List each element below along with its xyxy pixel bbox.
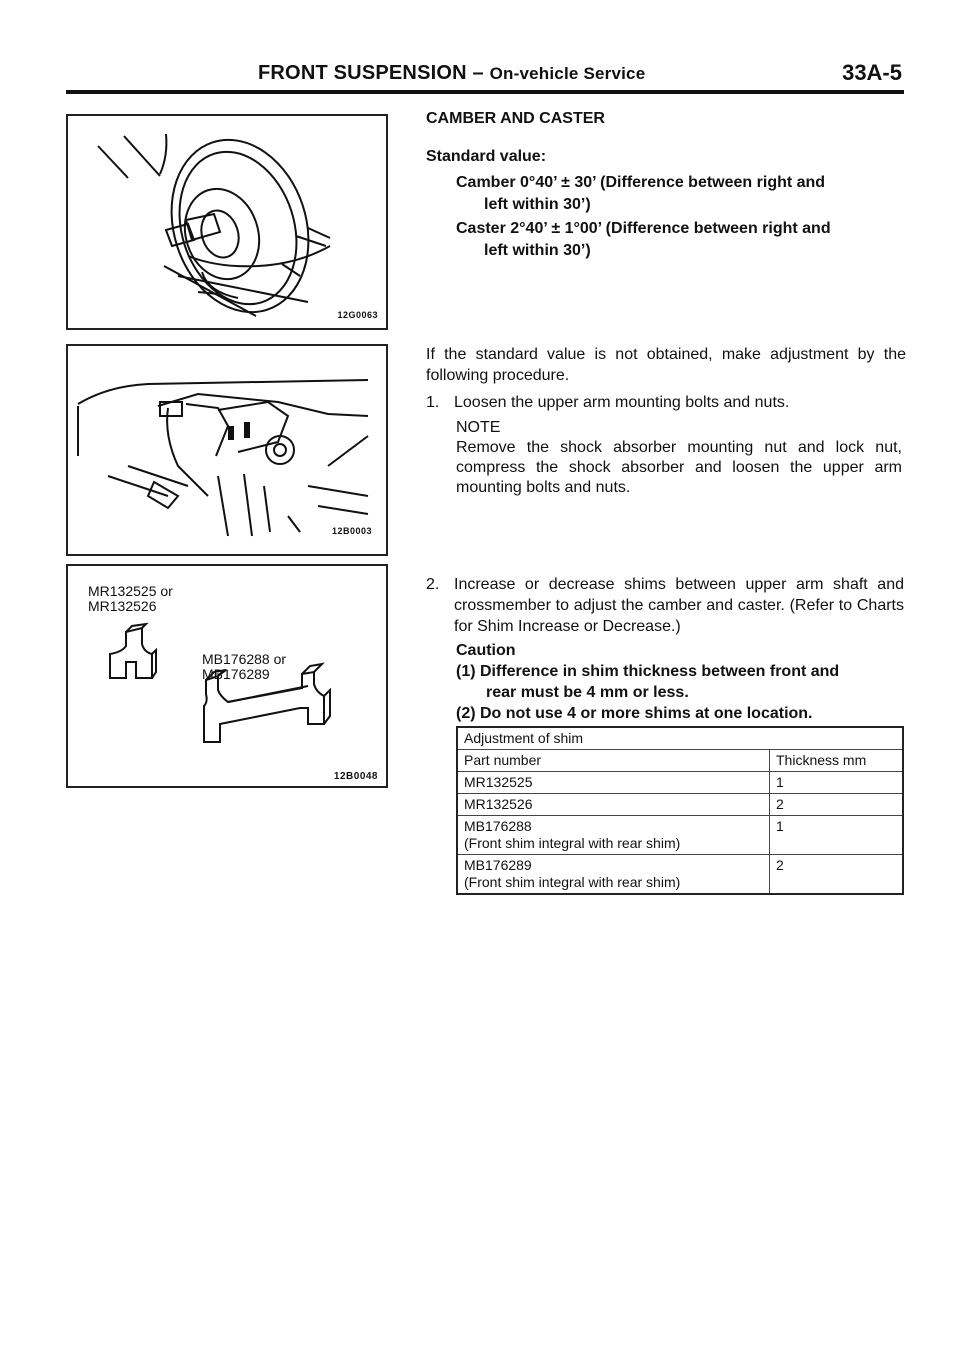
part-number: MR132526 [464,796,533,812]
step-text: Loosen the upper arm mounting bolts and nuts. [454,394,790,411]
note-text: Remove the shock absorber mounting nut and lock nut, compress the shock absorber and loosen the upper arm mounting bolts and nuts. [456,439,902,496]
camber-spec-line2: left within 30’) [484,196,591,213]
table-header-thickness: Thickness mm [770,750,904,772]
figure-code: 12G0063 [337,310,378,320]
table-row [457,772,903,794]
figure-code: 12B0048 [333,771,378,782]
shim-illustration [68,566,386,786]
part-note: (Front shim integral with rear shim) [464,874,681,890]
page-header [66,56,902,90]
caution-item-1-line1: (1) Difference in shim thickness between front and [456,663,840,680]
step-2 [426,574,904,637]
figure-upper-arm [66,344,388,556]
part-number: MR132525 [464,774,533,790]
page-number: 33A-5 [842,60,902,85]
step-1 [426,392,904,413]
camber-spec [456,172,902,216]
table-caption: Adjustment of shim [464,730,584,746]
header-subtitle: On-vehicle Service [489,64,646,83]
caution-block [456,640,904,724]
table-row [457,794,903,816]
header-title: FRONT SUSPENSION [258,62,467,84]
figure-camber-gauge [66,114,388,330]
caution-label: Caution [456,642,516,659]
figure-code: 12B0003 [331,526,372,536]
page-title [258,62,645,85]
standard-value-label: Standard value: [426,148,547,165]
wheel-gauge-illustration [68,116,386,328]
step-text: Increase or decrease shims between upper arm shaft and crossmember to adjust the camber and caster. (Refer to Charts for Shim Increase or Decrease.) [454,576,904,635]
camber-spec-line1: Camber 0°40’ ± 30’ (Difference between right and [456,174,826,191]
note-block [456,418,902,498]
thickness: 1 [770,772,904,794]
note-label: NOTE [456,419,501,436]
part-number: MB176289 [464,857,532,873]
thickness: 1 [770,816,904,855]
thickness: 2 [770,794,904,816]
header-dash: – [466,62,490,84]
caution-item-1-line2: rear must be 4 mm or less. [486,684,689,701]
shim-table [456,726,904,895]
figure-shims [66,564,388,788]
part-number: MB176288 [464,818,532,834]
table-row [457,855,903,895]
step-number: 1. [426,394,440,411]
part-note: (Front shim integral with rear shim) [464,835,681,851]
thickness: 2 [770,855,904,895]
upper-arm-illustration [68,346,386,554]
shim-label-mb176288: MB176288 or [202,651,287,667]
caster-spec-line2: left within 30’) [484,242,591,259]
header-rule [66,90,904,94]
caster-spec [456,218,902,262]
caution-item-2: (2) Do not use 4 or more shims at one location. [456,705,813,722]
shim-label-mb176289: MB176289 [202,666,270,682]
step-number: 2. [426,576,440,593]
table-header-part: Part number [457,750,770,772]
shim-label-mr132525: MR132525 or [88,583,173,599]
caster-spec-line1: Caster 2°40’ ± 1°00’ (Difference between right and [456,220,831,237]
shim-label-mr132526: MR132526 [88,598,157,614]
section-title: CAMBER AND CASTER [426,110,605,127]
intro-paragraph: If the standard value is not obtained, make adjustment by the following procedure. [426,346,906,384]
table-row [457,816,903,855]
